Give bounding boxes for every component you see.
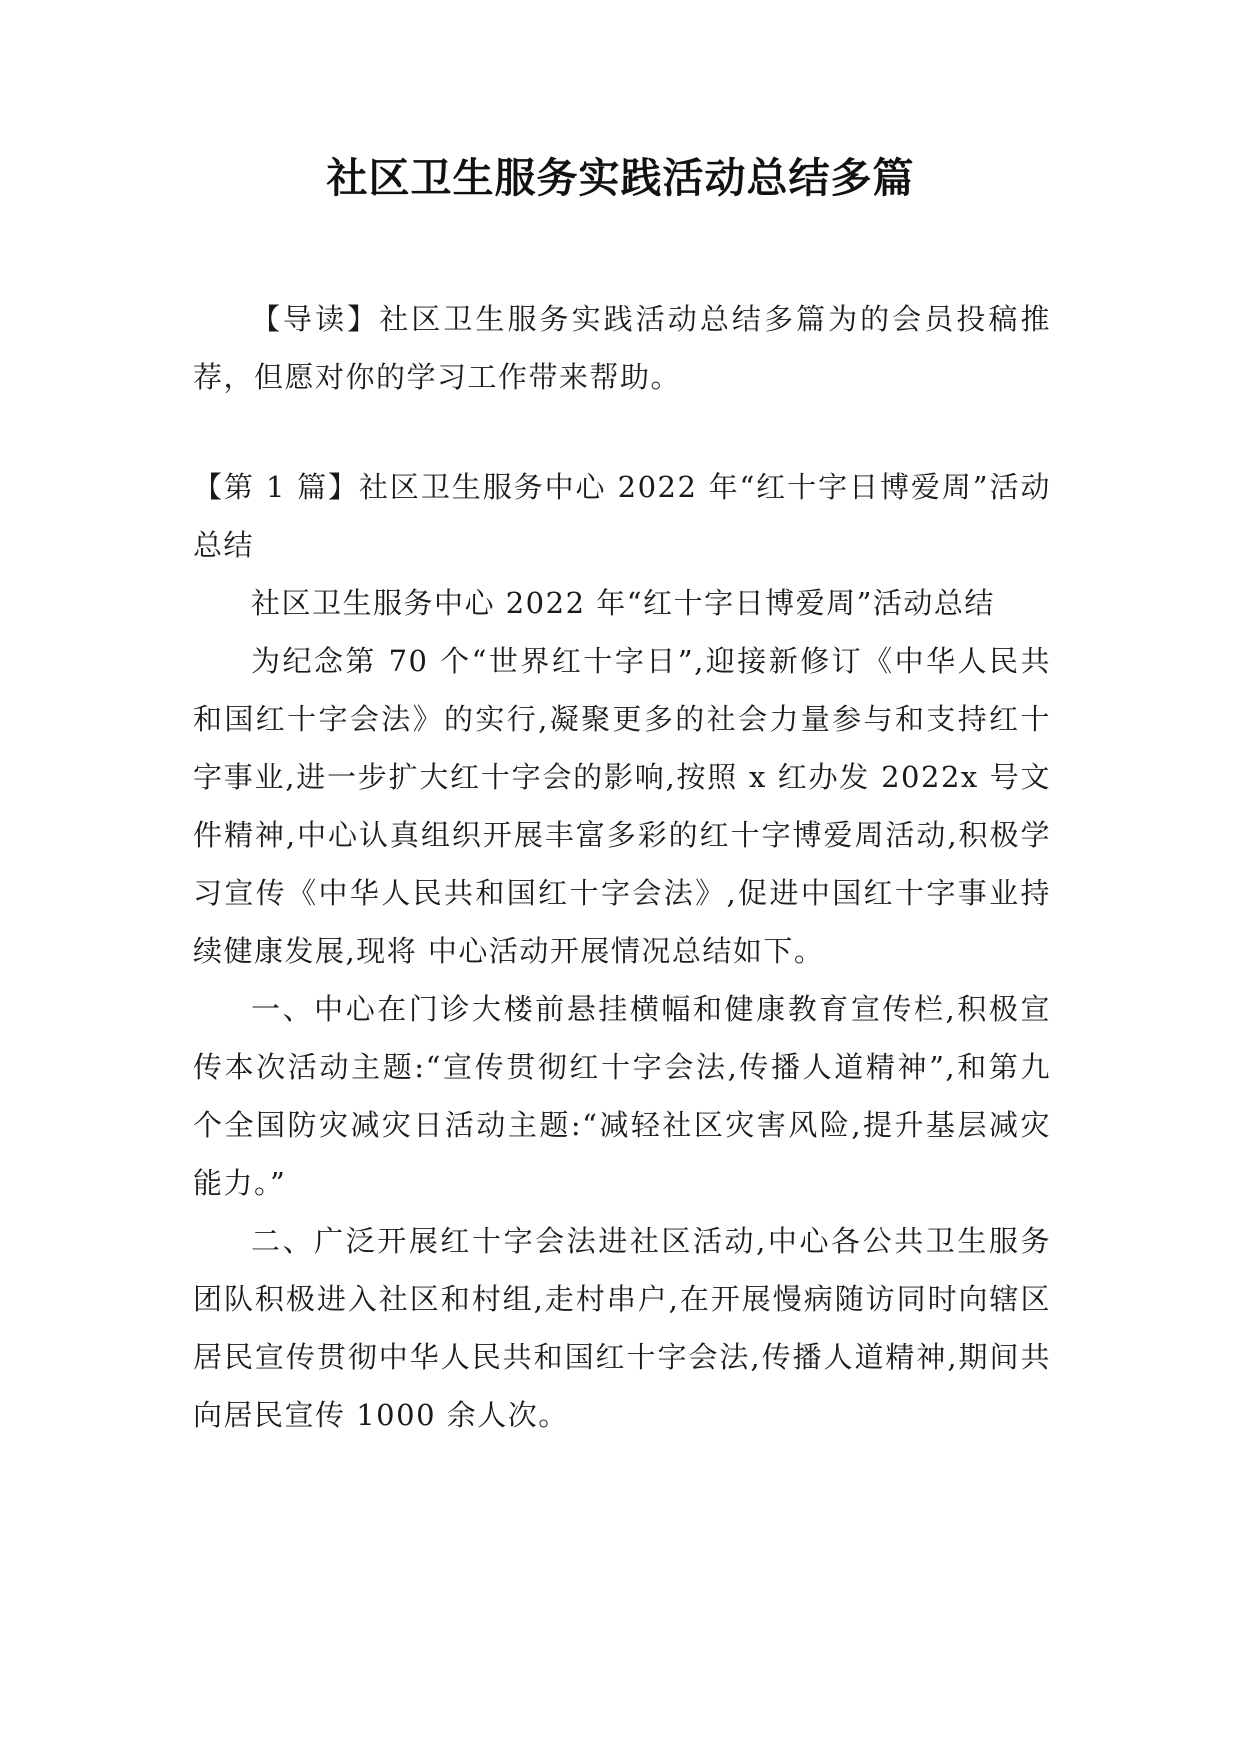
body-paragraph: 为纪念第 70 个“世界红十字日”,迎接新修订《中华人民共和国红十字会法》的实行,凝聚更多的社会力量参与和支持红十字事业,进一步扩大红十字会的影响,按照 x 红办发 2022x 号文件精神,中心认真组织开展丰富多彩的红十字博爱周活动,积极学习宣传《中华人民共和国红十字会法》,促进中国红十字事业持续健康发展,现将 中心活动开展情况总结如下。 bbox=[193, 644, 1051, 968]
body-paragraph: 二、广泛开展红十字会法进社区活动,中心各公共卫生服务团队积极进入社区和村组,走村串户,在开展慢病随访同时向辖区居民宣传贯彻中华人民共和国红十字会法,传播人道精神,期间共向居民宣传 1000 余人次。 bbox=[193, 1224, 1051, 1432]
document-body bbox=[193, 290, 1051, 1444]
section-subtitle: 社区卫生服务中心 2022 年“红十字日博爱周”活动总结 bbox=[251, 586, 995, 620]
intro-paragraph: 【导读】社区卫生服务实践活动总结多篇为的会员投稿推荐，但愿对你的学习工作带来帮助。 bbox=[193, 302, 1051, 394]
section-heading: 【第 1 篇】社区卫生服务中心 2022 年“红十字日博爱周”活动总结 bbox=[193, 470, 1051, 562]
document-title: 社区卫生服务实践活动总结多篇 bbox=[326, 154, 915, 202]
body-paragraph: 一、中心在门诊大楼前悬挂横幅和健康教育宣传栏,积极宣传本次活动主题:“宣传贯彻红十字会法,传播人道精神”,和第九个全国防灾减灾日活动主题:“减轻社区灾害风险,提升基层减灾能力。” bbox=[193, 992, 1051, 1200]
